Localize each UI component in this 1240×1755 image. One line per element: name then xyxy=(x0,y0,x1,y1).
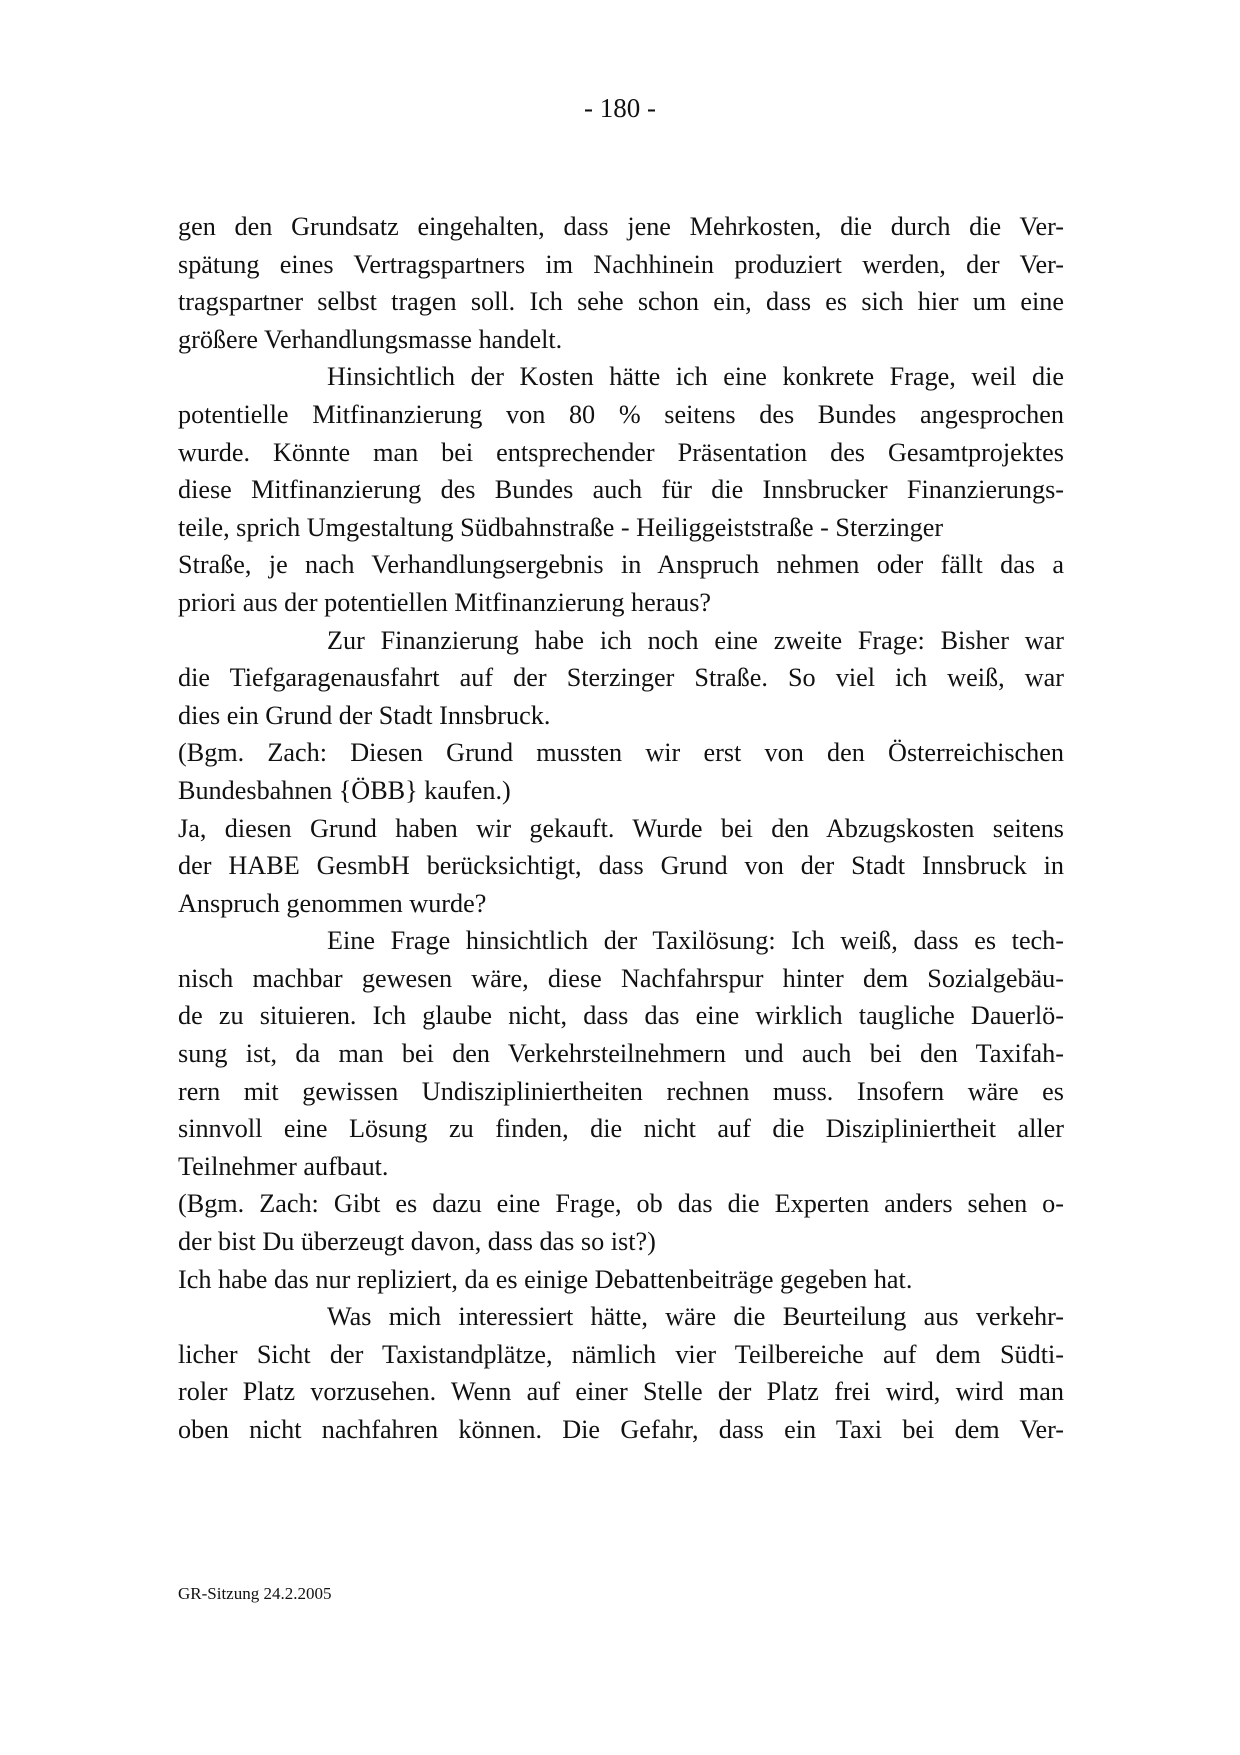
text-line: gen den Grundsatz eingehalten, dass jene Mehrkosten, die durch die Ver- xyxy=(178,212,1064,241)
text-line: der HABE GesmbH berücksichtigt, dass Grund von der Stadt Innsbruck in xyxy=(178,851,1064,881)
text-line: teile, sprich Umgestaltung Südbahnstraße - Heiliggeiststraße - Sterzinger xyxy=(178,512,944,542)
text-line: Teilnehmer aufbaut. xyxy=(178,1151,389,1181)
text-line: dies ein Grund der Stadt Innsbruck. xyxy=(178,700,551,730)
text-line: rern mit gewissen Undiszipliniertheiten rechnen muss. Insofern wäre es xyxy=(178,1076,1064,1106)
text-line: der bist Du überzeugt davon, dass das so ist?) xyxy=(178,1227,656,1257)
text-line: oben nicht nachfahren können. Die Gefahr, dass ein Taxi bei dem Ver- xyxy=(178,1415,1064,1444)
text-line: die Tiefgaragenausfahrt auf der Sterzinger Straße. So viel ich weiß, war xyxy=(178,663,1064,693)
text-line: de zu situieren. Ich glaube nicht, dass das eine wirklich taugliche Dauerlö- xyxy=(178,1001,1064,1031)
text-line: wurde. Könnte man bei entsprechender Präsentation des Gesamtprojektes xyxy=(178,437,1064,467)
text-line: (Bgm. Zach: Gibt es dazu eine Frage, ob das die Experten anders sehen o- xyxy=(178,1189,1064,1219)
text-line: nisch machbar gewesen wäre, diese Nachfahrspur hinter dem Sozialgebäu- xyxy=(178,963,1064,993)
text-line: Eine Frage hinsichtlich der Taxilösung: Ich weiß, dass es tech- xyxy=(327,926,1064,956)
text-line: spätung eines Vertragspartners im Nachhinein produziert werden, der Ver- xyxy=(178,249,1064,279)
text-line: Anspruch genommen wurde? xyxy=(178,888,487,918)
text-line: priori aus der potentiellen Mitfinanzierung heraus? xyxy=(178,587,712,617)
text-line: Ja, diesen Grund haben wir gekauft. Wurde bei den Abzugskosten seitens xyxy=(178,813,1064,843)
text-line: diese Mitfinanzierung des Bundes auch für die Innsbrucker Finanzierungs- xyxy=(178,475,1064,505)
page-number: - 180 - xyxy=(584,93,656,123)
text-line: größere Verhandlungsmasse handelt. xyxy=(178,324,563,354)
text-line: Ich habe das nur repliziert, da es einige Debattenbeiträge gegeben hat. xyxy=(178,1264,913,1294)
text-line: tragspartner selbst tragen soll. Ich sehe schon ein, dass es sich hier um eine xyxy=(178,287,1064,317)
text-line: Bundesbahnen {ÖBB} kaufen.) xyxy=(178,775,511,805)
text-line: sinnvoll eine Lösung zu finden, die nicht auf die Diszipliniertheit aller xyxy=(178,1114,1064,1144)
footer-session-date: GR-Sitzung 24.2.2005 xyxy=(178,1584,332,1603)
text-line: Was mich interessiert hätte, wäre die Beurteilung aus verkehr- xyxy=(327,1302,1064,1332)
text-line: Straße, je nach Verhandlungsergebnis in Anspruch nehmen oder fällt das a xyxy=(178,550,1064,580)
text-line: Hinsichtlich der Kosten hätte ich eine konkrete Frage, weil die xyxy=(327,362,1064,392)
body-text xyxy=(178,208,1064,1449)
text-line: licher Sicht der Taxistandplätze, nämlich vier Teilbereiche auf dem Südti- xyxy=(178,1339,1064,1369)
text-line: roler Platz vorzusehen. Wenn auf einer Stelle der Platz frei wird, wird man xyxy=(178,1377,1064,1407)
text-line: potentielle Mitfinanzierung von 80 % seitens des Bundes angesprochen xyxy=(178,399,1064,429)
text-line: (Bgm. Zach: Diesen Grund mussten wir erst von den Österreichischen xyxy=(178,738,1064,768)
text-line: sung ist, da man bei den Verkehrsteilnehmern und auch bei den Taxifah- xyxy=(178,1039,1064,1069)
text-line: Zur Finanzierung habe ich noch eine zweite Frage: Bisher war xyxy=(327,625,1064,655)
